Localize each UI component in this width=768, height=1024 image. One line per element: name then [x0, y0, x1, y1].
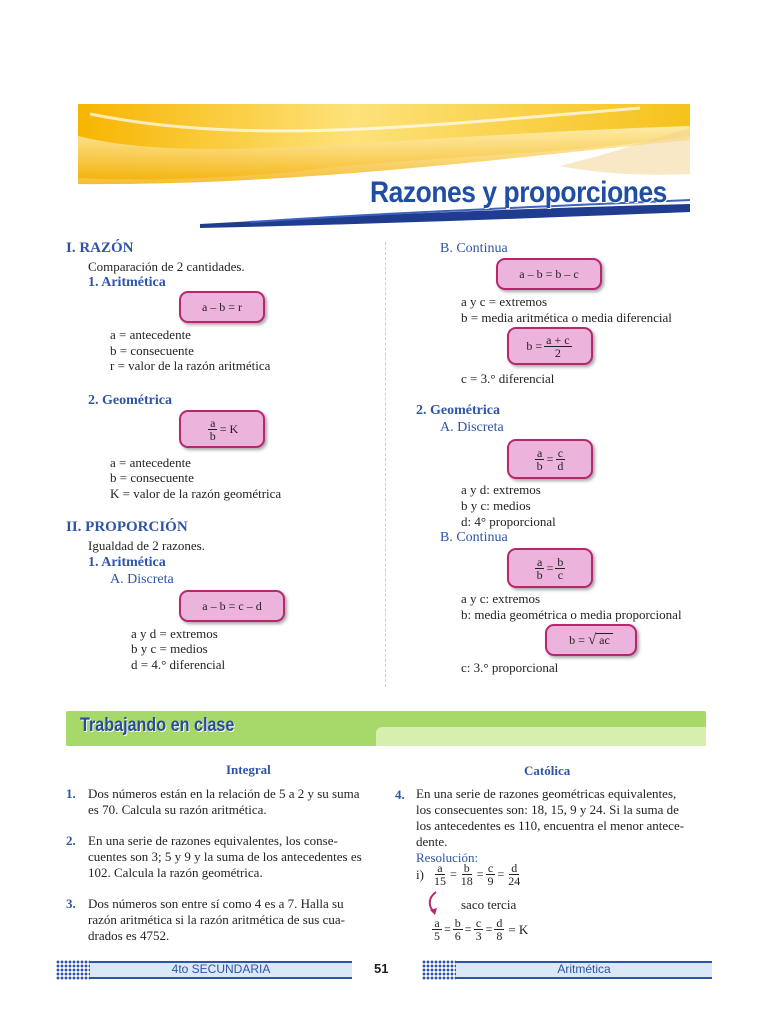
formula-geometrica-continua: $\frac{a}{b}$ = $\frac{b}{c}$	[507, 548, 593, 588]
page-number: 51	[374, 961, 389, 976]
problem-number: 3.	[66, 896, 76, 911]
series-equation-2: $\frac{a}{5}$ = $\frac{b}{6}$ = $\frac{c}{3}$ = $\frac{d}{8}$ = K	[434, 916, 529, 943]
def-line: a = antecedente	[110, 327, 191, 342]
footer-right-label: Aritmética	[557, 962, 611, 976]
def-line: b = consecuente	[110, 343, 194, 358]
series-equation-1: i) $\frac{a}{15}$ = $\frac{b}{18}$ = $\frac{c}{9}$ = $\frac{d}{24}$	[416, 861, 521, 888]
def-line: a y d = extremos	[131, 626, 218, 641]
sqrt-symbol: √	[587, 631, 597, 648]
continua-label: B. Continua	[440, 241, 508, 256]
def-line: K = valor de la razón geométrica	[110, 486, 282, 501]
formula-proporcion-aritmetica: a – b = c – d	[179, 590, 285, 622]
footer-dots-right	[422, 960, 456, 980]
proporcion-description: Igualdad de 2 razones.	[88, 538, 205, 553]
footer-dots-left	[56, 960, 90, 980]
problem-text: En una serie de razones equivalentes, los conse- cuentes son 3; 5 y 9 y la suma de los antecedentes es 102. Calcula la razón geométrica.	[88, 833, 362, 880]
formula-media-diferencial: b = $\frac{a + c}{2}$	[507, 327, 593, 365]
def-line: b y c: medios	[461, 498, 531, 513]
integral-heading: Integral	[226, 762, 271, 777]
def-line: a y d: extremos	[461, 482, 541, 497]
problem-text: Dos números son entre sí como 4 es a 7. Halla su razón aritmética si la razón aritmética de sus cua- drados es 4752.	[88, 896, 345, 943]
footer-left-label: 4to SECUNDARIA	[171, 962, 271, 976]
page-title: Razones y proporciones	[370, 176, 667, 209]
def-line: b y c = medios	[131, 641, 208, 656]
continua-label: B. Continua	[440, 530, 508, 545]
resolucion-label: Resolución:	[416, 850, 479, 865]
prop-aritmetica-title: 1. Aritmética	[88, 555, 166, 570]
problem-text: En una serie de razones geométricas equivalentes, los consecuentes son: 18, 15, 9 y 24. Si la suma de los antecedentes es 110, encuentra el menor antece- dente.	[416, 786, 685, 849]
trabajando-banner-inset	[376, 727, 706, 746]
def-line: b: media geométrica o media proporcional	[461, 607, 682, 622]
def-line: a y c = extremos	[461, 294, 548, 309]
def-line: a = antecedente	[110, 455, 191, 470]
def-line: c = 3.° diferencial	[461, 371, 555, 386]
geometrica-title: 2. Geométrica	[88, 393, 172, 408]
def-line: b = media aritmética o media diferencial	[461, 310, 672, 325]
catolica-heading: Católica	[524, 763, 571, 778]
formula-geometrica-discreta: $\frac{a}{b}$ = $\frac{c}{d}$	[507, 439, 593, 479]
saco-tercia-note: saco tercia	[461, 897, 517, 912]
problem-number: 4.	[395, 787, 405, 802]
formula-razon-geometrica: $\frac{a}{b}$ = K	[179, 410, 265, 448]
discreta-label: A. Discreta	[110, 572, 174, 587]
section-razon-title: I. RAZÓN	[66, 240, 134, 256]
def-line: c: 3.° proporcional	[461, 660, 559, 675]
curved-arrow-icon	[426, 890, 446, 918]
problem-number: 2.	[66, 833, 76, 848]
formula-media-geometrica: b = √ ac	[545, 624, 637, 656]
problem-number: 1.	[66, 786, 76, 801]
prop-geometrica-title: 2. Geométrica	[416, 403, 500, 418]
def-line: a y c: extremos	[461, 591, 541, 606]
formula-razon-aritmetica: a – b = r	[179, 291, 265, 323]
def-line: d: 4° proporcional	[461, 514, 556, 529]
section-proporcion-title: II. PROPORCIÓN	[66, 519, 188, 535]
aritmetica-title: 1. Aritmética	[88, 275, 166, 290]
formula-continua-aritmetica: a – b = b – c	[496, 258, 602, 290]
problem-text: Dos números están en la relación de 5 a 2 y su suma es 70. Calcula su razón aritmética.	[88, 786, 360, 817]
def-line: r = valor de la razón aritmética	[110, 358, 271, 373]
def-line: b = consecuente	[110, 470, 194, 485]
column-divider	[385, 242, 386, 687]
def-line: d = 4.° diferencial	[131, 657, 226, 672]
razon-description: Comparación de 2 cantidades.	[88, 259, 245, 274]
discreta-label: A. Discreta	[440, 420, 504, 435]
header-swoosh-graphic	[0, 96, 768, 236]
trabajando-banner-title: Trabajando en clase	[80, 715, 235, 736]
